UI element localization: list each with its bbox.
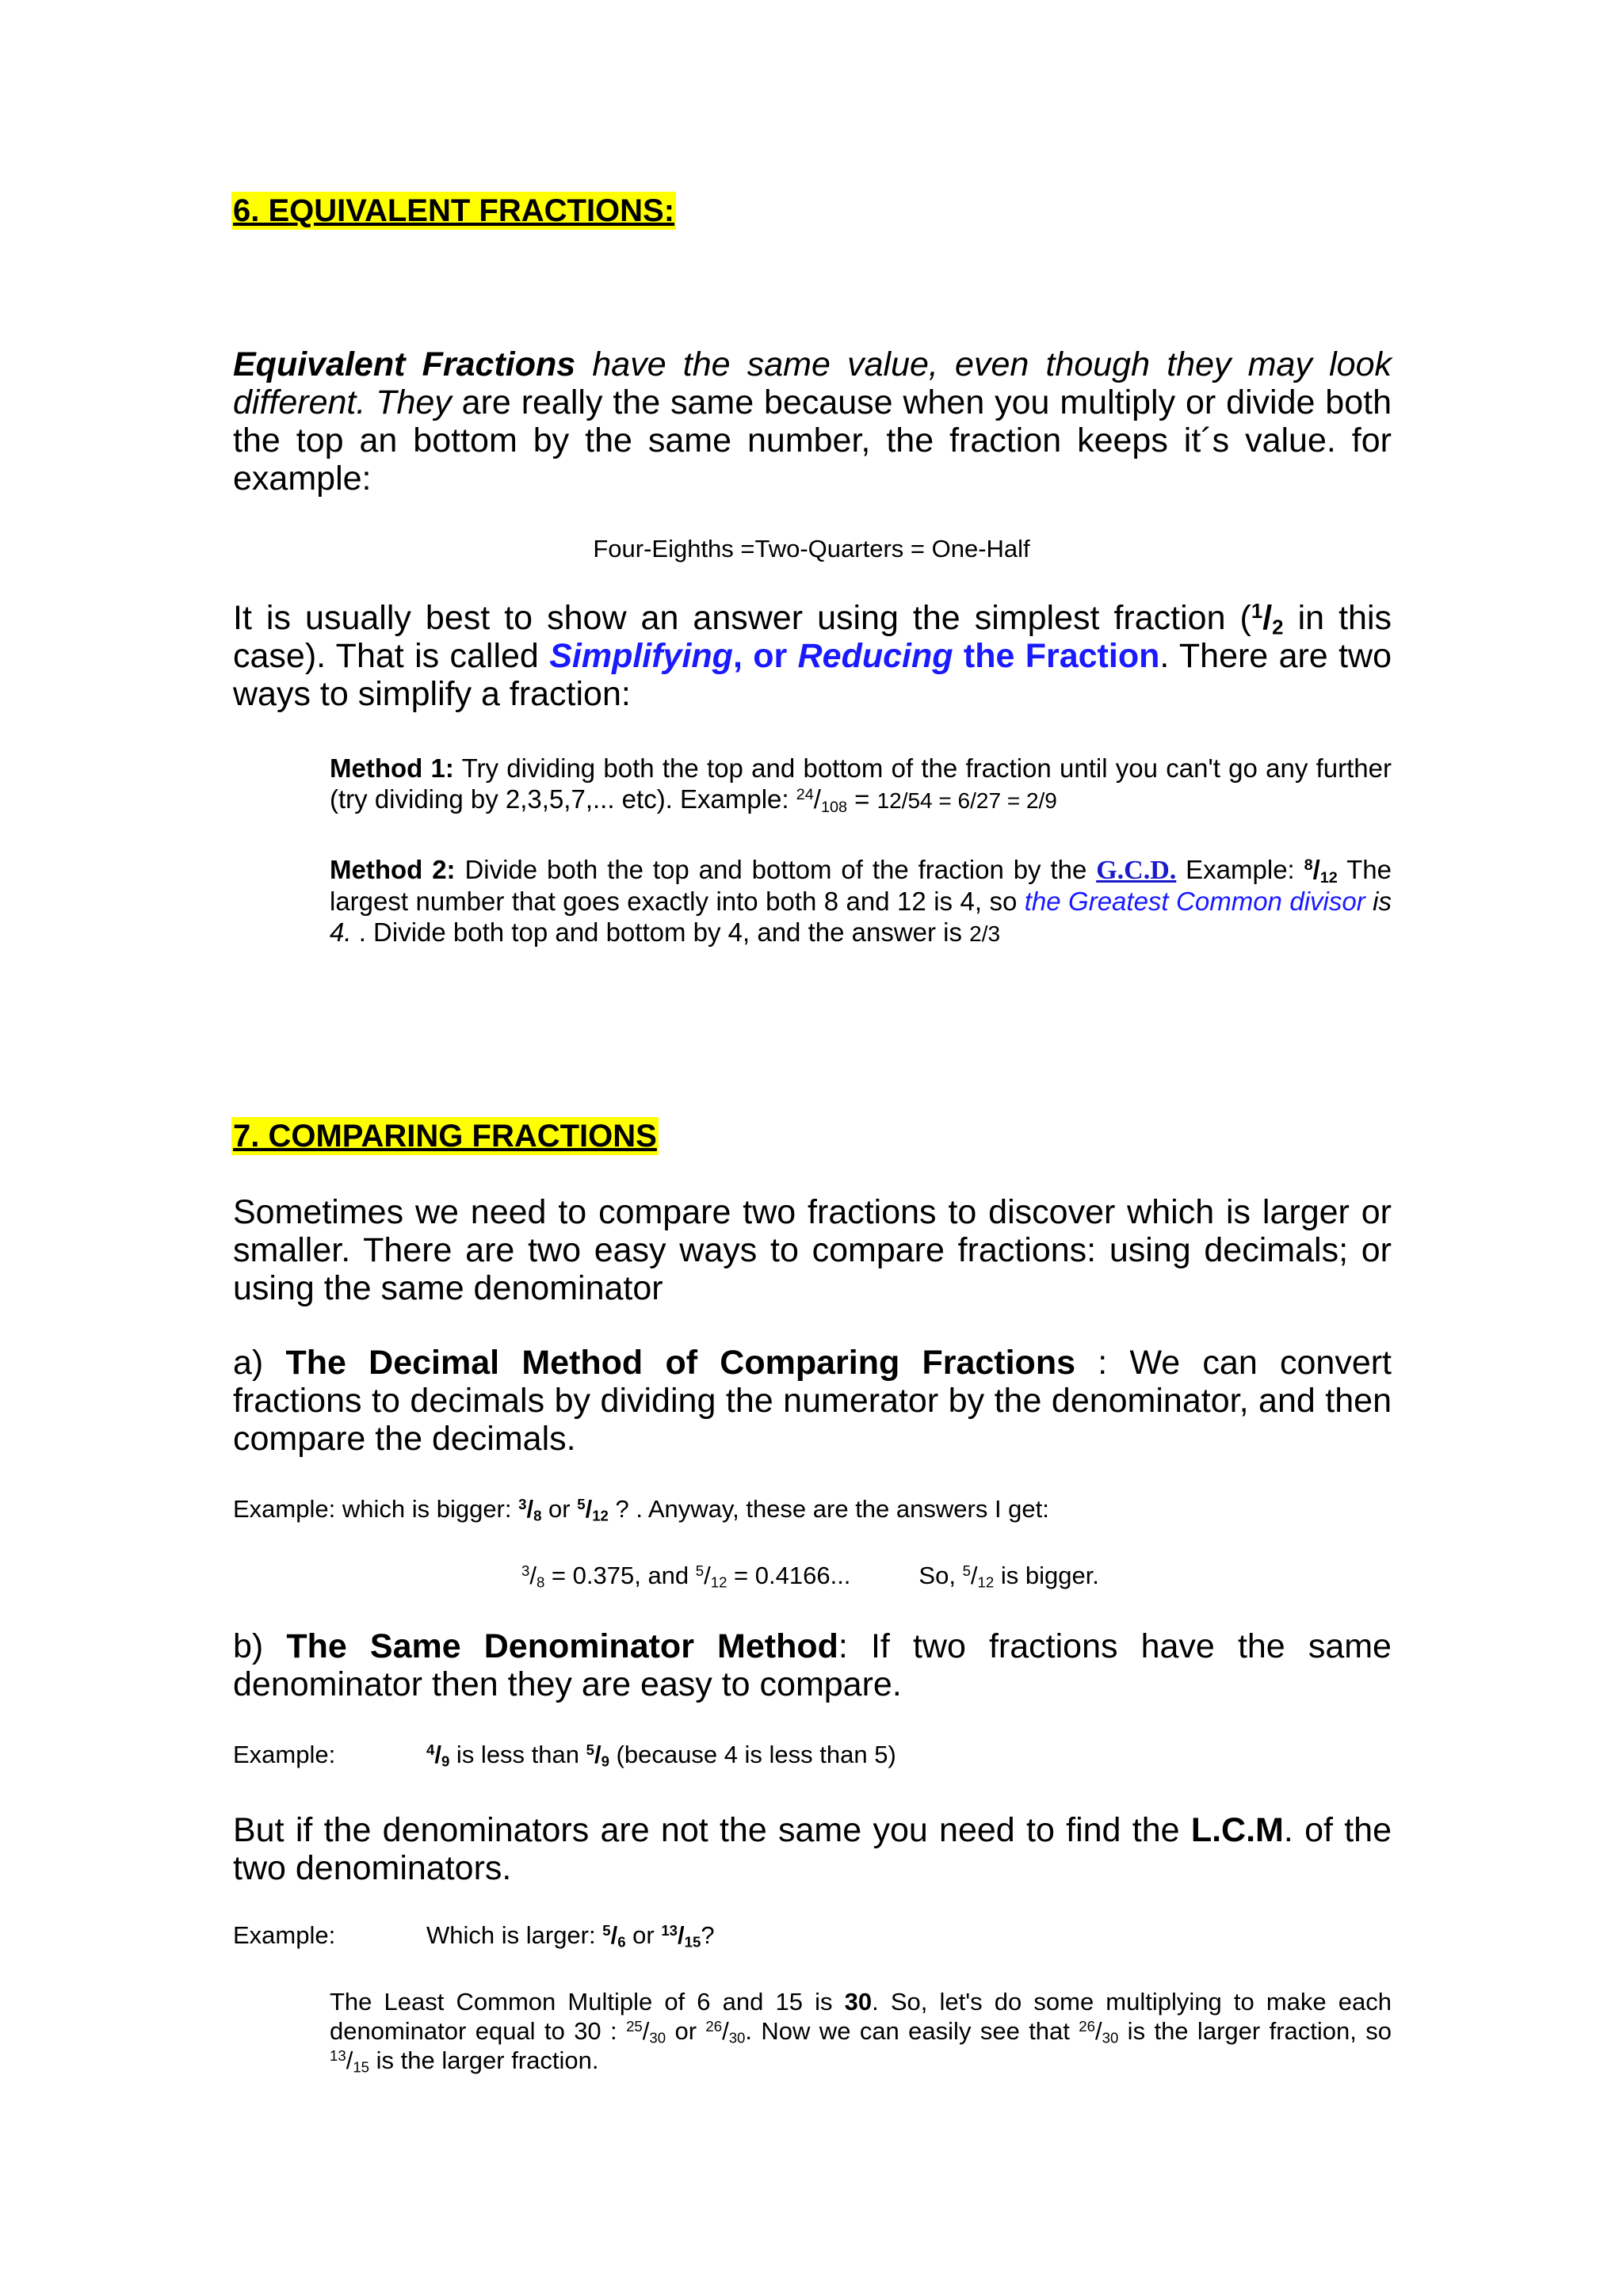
section7-intro: Sometimes we need to compare two fractions to discover which is larger or smaller. There are two easy ways to compare fractions: using decimals; or using the same denominator: [233, 1193, 1392, 1307]
lcm-term: L.C.M: [1190, 1811, 1284, 1849]
result-so-tail: is bigger.: [994, 1562, 1099, 1589]
method2-example: Example:: [1176, 855, 1304, 884]
lcm-30: 30: [844, 1988, 873, 2016]
example3-label: Example:: [233, 1921, 336, 1949]
lcm-para-b: . So, let's do some multiplying to make each denominator equal to 30 :: [330, 1988, 1392, 2045]
section6-heading: 6. EQUIVALENT FRACTIONS:: [233, 193, 675, 228]
method2-line3: . Divide both top and bottom by 4, and the answer is: [351, 917, 970, 947]
result-b: = 0.4166...: [727, 1562, 851, 1589]
method2-paragraph: [330, 854, 1392, 949]
fraction-3-8: $^3/_8$: [518, 1495, 542, 1524]
gcd-term: the Greatest Common divisor: [1024, 887, 1365, 916]
lcm-text-c: . of the two denominators.: [233, 1811, 1392, 1887]
fraction-3-8-result: $^3/_8$: [521, 1562, 545, 1591]
b-prefix: b): [233, 1627, 287, 1665]
intro-italic: have the same value, even though they may look different. They: [233, 345, 1392, 421]
example3-line: [233, 1920, 1392, 1951]
simplify-paragraph: [233, 599, 1392, 713]
example1-line: [233, 1494, 1392, 1524]
fraction-4-9: $^4/_9$: [426, 1741, 450, 1770]
section7-heading: 7. COMPARING FRACTIONS: [233, 1119, 657, 1154]
fraction-8-12: $^8/_{12}$: [1304, 855, 1338, 887]
example1-tail: ? . Anyway, these are the answers I get:: [608, 1495, 1049, 1523]
term-equivalent-fractions: Equivalent Fractions: [233, 345, 576, 383]
simplify-text-c: . There are two ways to simplify a fraction:: [233, 637, 1392, 713]
gcd-link[interactable]: G.C.D.: [1096, 856, 1177, 885]
term-simplifying: Simplifying: [549, 637, 733, 675]
fraction-26-30-b: $^{26}/_{30}$: [1079, 2017, 1119, 2046]
lcm-text-a: But if the denominators are not the same you need to find the: [233, 1811, 1191, 1849]
example2-line: [233, 1740, 1392, 1770]
method1-equals: =: [846, 784, 877, 814]
fraction-24-108: $^{24}/_{108}$: [796, 784, 847, 816]
decimal-method-text: : We can convert fractions to decimals by dividing the numerator by the denominator, and then compare the decimals.: [233, 1344, 1392, 1458]
example3-text: Which is larger:: [426, 1921, 603, 1949]
fraction-13-15: $^{13}/_{15}$: [661, 1921, 701, 1951]
method1-text: Try dividing both the top and bottom of the fraction until you can't go any further (try dividing by 2,3,5,7,... etc). Example:: [330, 753, 1392, 814]
term-the-fraction: the Fraction: [953, 637, 1160, 675]
fraction-5-6: $^5/_6$: [602, 1921, 626, 1951]
method2-label: Method 2:: [330, 855, 456, 884]
equation-text: Four-Eighths =Two-Quarters = One-Half: [593, 535, 1030, 563]
fraction-5-12: $^5/_{12}$: [577, 1495, 609, 1524]
example3-or: or: [625, 1921, 662, 1949]
section7-heading-block: [231, 1117, 659, 1155]
lcm-para-e: is the larger fraction.: [369, 2046, 599, 2074]
lcm-intro-paragraph: [233, 1811, 1392, 1887]
fraction-one-half: $^1/_2$: [1251, 599, 1284, 639]
fraction-26-30: $^{26}/_{30}$: [705, 2017, 746, 2046]
method2-answer: 2/3: [969, 921, 1001, 946]
term-or: , or: [732, 637, 798, 675]
method2-is4: is 4.: [330, 887, 1392, 947]
section6-intro: [233, 345, 1392, 498]
fraction-25-30: $^{25}/_{30}$: [626, 2017, 666, 2046]
lcm-or: or: [666, 2017, 706, 2045]
example1-results: [521, 1561, 1393, 1591]
lcm-explanation: [330, 1987, 1392, 2075]
fraction-5-9: $^5/_9$: [586, 1741, 609, 1770]
result-a: = 0.375, and: [544, 1562, 696, 1589]
example3-question: ?: [701, 1921, 715, 1949]
simplify-text-b: in this case). That is called: [233, 599, 1392, 675]
result-so: So,: [918, 1562, 963, 1589]
example1-text: Example: which is bigger:: [233, 1495, 519, 1523]
example1-or: or: [541, 1495, 578, 1523]
method2-text: Divide both the top and bottom of the fraction by the: [455, 855, 1097, 884]
equation-four-eighths: [0, 534, 1623, 564]
simplify-text-a: It is usually best to show an answer using the simplest fraction (: [233, 599, 1251, 637]
same-denominator-title: The Same Denominator Method: [286, 1627, 838, 1665]
example2-label: Example:: [233, 1741, 336, 1768]
method1-label: Method 1:: [330, 753, 454, 783]
section6-heading-block: [231, 192, 676, 230]
fraction-13-15-b: $^{13}/_{15}$: [330, 2046, 369, 2076]
same-denominator-text: : If two fractions have the same denominator then they are easy to compare.: [233, 1627, 1392, 1703]
lcm-para-d: is the larger fraction, so: [1118, 2017, 1392, 2045]
example2-tail: (because 4 is less than 5): [609, 1741, 896, 1768]
a-prefix: a): [233, 1344, 286, 1382]
fraction-5-12-so: $^5/_{12}$: [962, 1562, 995, 1591]
same-denominator-paragraph: [233, 1627, 1392, 1703]
method1-paragraph: [330, 753, 1392, 816]
example2-mid: is less than: [449, 1741, 586, 1768]
method2-line2: The largest number that goes exactly into both 8 and 12 is 4, so: [330, 855, 1392, 916]
term-reducing: Reducing: [797, 637, 953, 675]
intro-rest: are really the same because when you multiply or divide both the top an bottom by the same number, the fraction keeps it´s value. for example:: [233, 383, 1392, 498]
method1-tail: 12/54 = 6/27 = 2/9: [876, 788, 1057, 813]
decimal-method-paragraph: [233, 1344, 1392, 1458]
lcm-para-a: The Least Common Multiple of 6 and 15 is: [330, 1988, 845, 2016]
lcm-para-c: . Now we can easily see that: [745, 2017, 1079, 2045]
fraction-5-12-result: $^5/_{12}$: [695, 1562, 727, 1591]
decimal-method-title: The Decimal Method of Comparing Fractions: [285, 1344, 1076, 1382]
